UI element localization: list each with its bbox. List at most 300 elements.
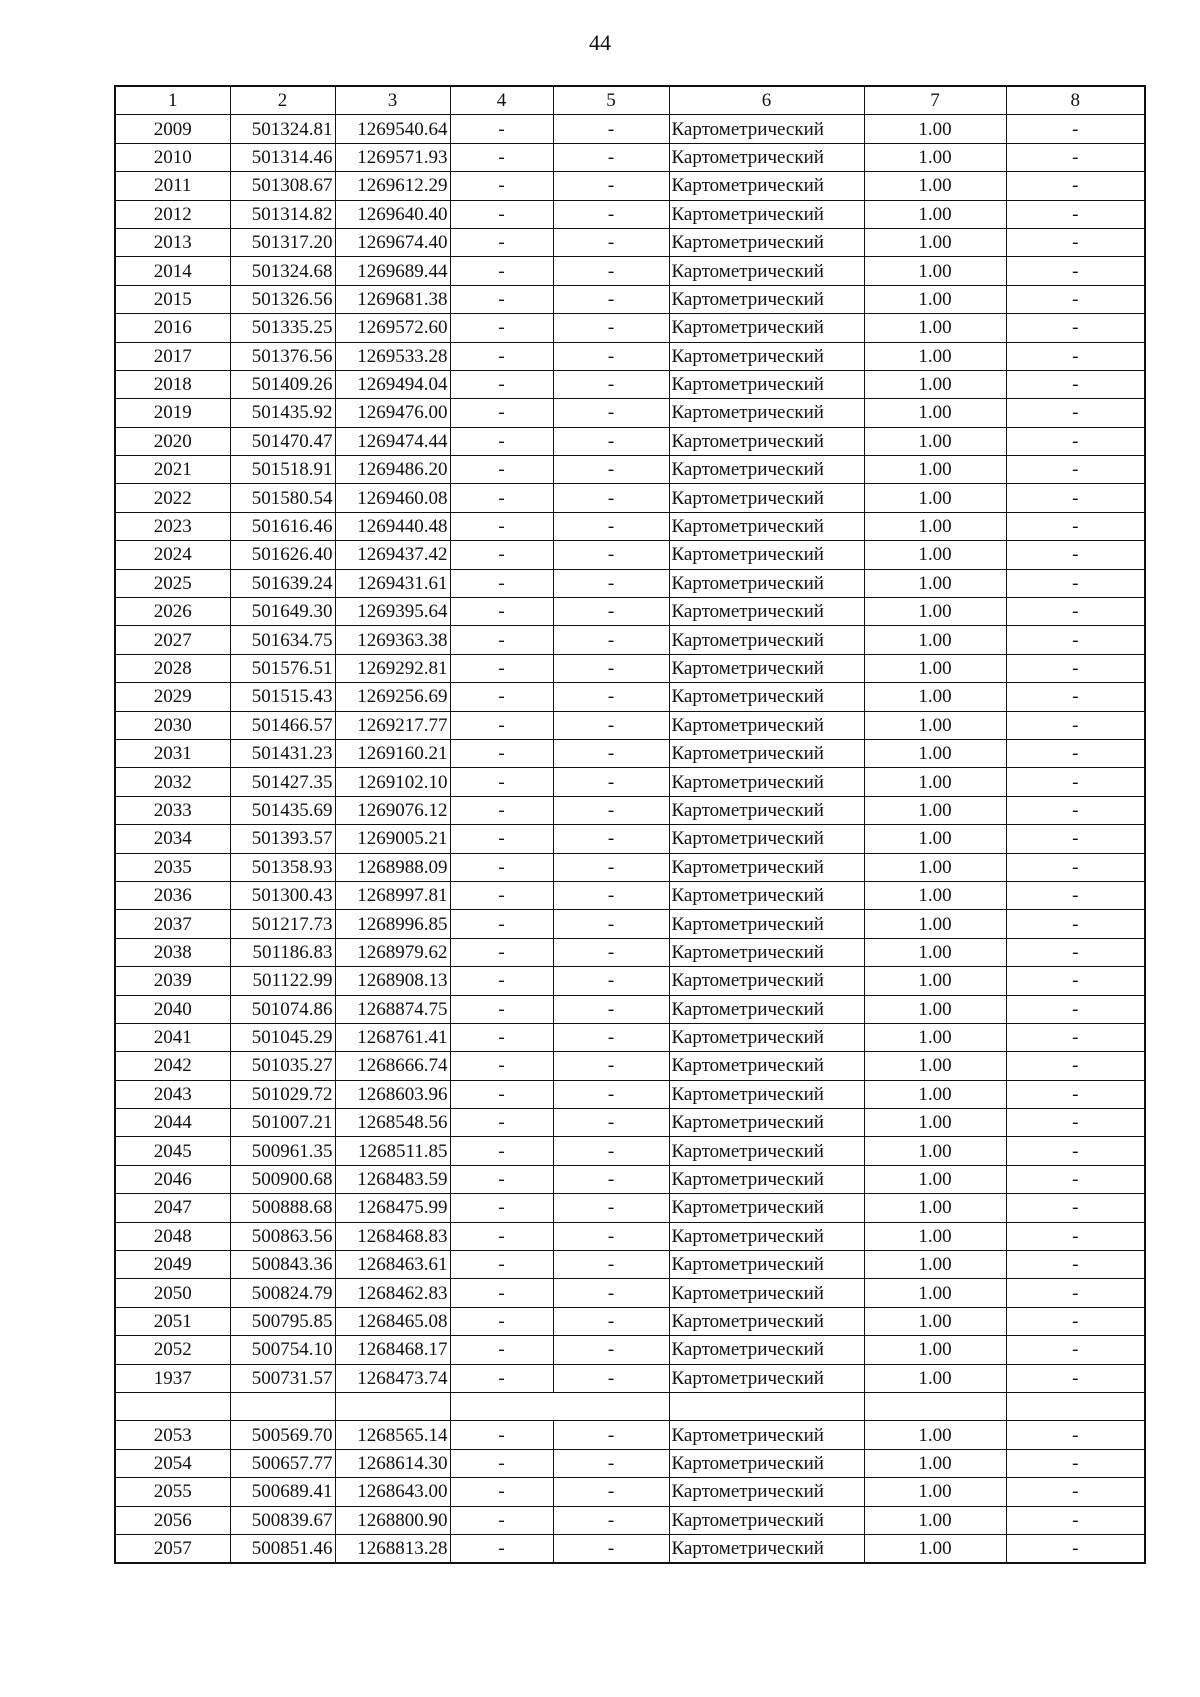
accuracy-cell: 1.00: [864, 938, 1006, 966]
accuracy-cell: 1.00: [864, 314, 1006, 342]
accuracy-cell: 1.00: [864, 1080, 1006, 1108]
column-5-cell: -: [553, 967, 669, 995]
table-row: [115, 143, 1145, 171]
table-row: [115, 739, 1145, 767]
point-number-cell: 2018: [115, 370, 230, 398]
method-cell: Картометрический: [669, 853, 864, 881]
column-5-cell: -: [553, 654, 669, 682]
y-coordinate-cell: 1268800.90: [335, 1506, 450, 1534]
table-row: [115, 427, 1145, 455]
empty-cell: [669, 1392, 864, 1420]
point-number-cell: 2013: [115, 228, 230, 256]
y-coordinate-cell: 1268468.83: [335, 1222, 450, 1250]
column-5-cell: -: [553, 938, 669, 966]
empty-cell: [450, 1392, 553, 1420]
method-cell: Картометрический: [669, 1023, 864, 1051]
column-8-cell: -: [1006, 399, 1145, 427]
point-number-cell: 2042: [115, 1052, 230, 1080]
accuracy-cell: 1.00: [864, 143, 1006, 171]
point-number-cell: 2033: [115, 796, 230, 824]
column-8-cell: -: [1006, 257, 1145, 285]
x-coordinate-cell: 501335.25: [230, 314, 335, 342]
table-row: [115, 1279, 1145, 1307]
header-row: [115, 86, 1145, 115]
table-row: [115, 1364, 1145, 1392]
column-4-cell: -: [450, 853, 553, 881]
column-5-cell: -: [553, 881, 669, 909]
column-5-cell: -: [553, 342, 669, 370]
accuracy-cell: 1.00: [864, 796, 1006, 824]
x-coordinate-cell: 501580.54: [230, 484, 335, 512]
column-5-cell: -: [553, 1279, 669, 1307]
method-cell: Картометрический: [669, 115, 864, 143]
method-cell: Картометрический: [669, 1421, 864, 1449]
method-cell: Картометрический: [669, 995, 864, 1023]
x-coordinate-cell: 501376.56: [230, 342, 335, 370]
column-4-cell: -: [450, 626, 553, 654]
column-8-cell: -: [1006, 711, 1145, 739]
column-8-cell: -: [1006, 910, 1145, 938]
column-4-cell: -: [450, 1336, 553, 1364]
x-coordinate-cell: 501518.91: [230, 456, 335, 484]
point-number-cell: 2021: [115, 456, 230, 484]
method-cell: Картометрический: [669, 228, 864, 256]
column-4-cell: -: [450, 1080, 553, 1108]
point-number-cell: 2032: [115, 768, 230, 796]
table-row: [115, 853, 1145, 881]
point-number-cell: 2050: [115, 1279, 230, 1307]
accuracy-cell: 1.00: [864, 853, 1006, 881]
point-number-cell: 2025: [115, 569, 230, 597]
point-number-cell: 2057: [115, 1534, 230, 1563]
y-coordinate-cell: 1269494.04: [335, 370, 450, 398]
column-header: 5: [553, 86, 669, 115]
table-row: [115, 1449, 1145, 1477]
column-4-cell: -: [450, 768, 553, 796]
x-coordinate-cell: 501409.26: [230, 370, 335, 398]
method-cell: Картометрический: [669, 1251, 864, 1279]
y-coordinate-cell: 1269005.21: [335, 825, 450, 853]
accuracy-cell: 1.00: [864, 768, 1006, 796]
column-4-cell: -: [450, 314, 553, 342]
table-row: [115, 1137, 1145, 1165]
column-8-cell: -: [1006, 512, 1145, 540]
y-coordinate-cell: 1269395.64: [335, 598, 450, 626]
page-number: 44: [589, 30, 611, 55]
column-4-cell: -: [450, 456, 553, 484]
accuracy-cell: 1.00: [864, 1307, 1006, 1335]
y-coordinate-cell: 1268874.75: [335, 995, 450, 1023]
column-5-cell: -: [553, 1109, 669, 1137]
method-cell: Картометрический: [669, 825, 864, 853]
table-row: [115, 1165, 1145, 1193]
column-8-cell: -: [1006, 1336, 1145, 1364]
y-coordinate-cell: 1269437.42: [335, 541, 450, 569]
y-coordinate-cell: 1269076.12: [335, 796, 450, 824]
x-coordinate-cell: 501317.20: [230, 228, 335, 256]
point-number-cell: 2049: [115, 1251, 230, 1279]
column-5-cell: -: [553, 1251, 669, 1279]
column-5-cell: -: [553, 370, 669, 398]
column-4-cell: -: [450, 1023, 553, 1051]
x-coordinate-cell: 501045.29: [230, 1023, 335, 1051]
column-5-cell: -: [553, 314, 669, 342]
y-coordinate-cell: 1269486.20: [335, 456, 450, 484]
method-cell: Картометрический: [669, 739, 864, 767]
y-coordinate-cell: 1269571.93: [335, 143, 450, 171]
point-number-cell: 2037: [115, 910, 230, 938]
accuracy-cell: 1.00: [864, 626, 1006, 654]
y-coordinate-cell: 1268979.62: [335, 938, 450, 966]
column-8-cell: -: [1006, 768, 1145, 796]
column-4-cell: -: [450, 1534, 553, 1563]
table-row: [115, 598, 1145, 626]
point-number-cell: 2041: [115, 1023, 230, 1051]
column-5-cell: -: [553, 598, 669, 626]
x-coordinate-cell: 501217.73: [230, 910, 335, 938]
column-5-cell: -: [553, 399, 669, 427]
method-cell: Картометрический: [669, 1449, 864, 1477]
table-row: [115, 938, 1145, 966]
point-number-cell: 2009: [115, 115, 230, 143]
x-coordinate-cell: 501314.82: [230, 200, 335, 228]
table-row: [115, 342, 1145, 370]
table-row: [115, 683, 1145, 711]
column-5-cell: -: [553, 1080, 669, 1108]
column-8-cell: -: [1006, 796, 1145, 824]
column-4-cell: -: [450, 739, 553, 767]
accuracy-cell: 1.00: [864, 995, 1006, 1023]
accuracy-cell: 1.00: [864, 512, 1006, 540]
accuracy-cell: 1.00: [864, 370, 1006, 398]
column-5-cell: -: [553, 1137, 669, 1165]
empty-cell: [230, 1392, 335, 1420]
accuracy-cell: 1.00: [864, 825, 1006, 853]
column-4-cell: -: [450, 938, 553, 966]
point-number-cell: 2055: [115, 1478, 230, 1506]
column-8-cell: -: [1006, 1052, 1145, 1080]
point-number-cell: 2051: [115, 1307, 230, 1335]
column-5-cell: -: [553, 853, 669, 881]
empty-cell: [115, 1392, 230, 1420]
table-row: [115, 200, 1145, 228]
column-5-cell: -: [553, 541, 669, 569]
column-4-cell: -: [450, 541, 553, 569]
y-coordinate-cell: 1268643.00: [335, 1478, 450, 1506]
point-number-cell: 2029: [115, 683, 230, 711]
accuracy-cell: 1.00: [864, 1506, 1006, 1534]
point-number-cell: 2048: [115, 1222, 230, 1250]
table-row: [115, 825, 1145, 853]
x-coordinate-cell: 501314.46: [230, 143, 335, 171]
point-number-cell: 2017: [115, 342, 230, 370]
x-coordinate-cell: 501626.40: [230, 541, 335, 569]
y-coordinate-cell: 1268813.28: [335, 1534, 450, 1563]
method-cell: Картометрический: [669, 1478, 864, 1506]
method-cell: Картометрический: [669, 598, 864, 626]
column-5-cell: -: [553, 739, 669, 767]
method-cell: Картометрический: [669, 257, 864, 285]
point-number-cell: 2012: [115, 200, 230, 228]
x-coordinate-cell: 500863.56: [230, 1222, 335, 1250]
column-5-cell: -: [553, 1307, 669, 1335]
accuracy-cell: 1.00: [864, 427, 1006, 455]
x-coordinate-cell: 500754.10: [230, 1336, 335, 1364]
column-5-cell: -: [553, 796, 669, 824]
column-8-cell: -: [1006, 1506, 1145, 1534]
method-cell: Картометрический: [669, 427, 864, 455]
x-coordinate-cell: 501435.69: [230, 796, 335, 824]
accuracy-cell: 1.00: [864, 1052, 1006, 1080]
coordinates-table: [114, 85, 1146, 1564]
point-number-cell: 2056: [115, 1506, 230, 1534]
method-cell: Картометрический: [669, 768, 864, 796]
method-cell: Картометрический: [669, 314, 864, 342]
table-row: [115, 654, 1145, 682]
point-number-cell: 2044: [115, 1109, 230, 1137]
table-row: [115, 115, 1145, 143]
y-coordinate-cell: 1268996.85: [335, 910, 450, 938]
point-number-cell: 2054: [115, 1449, 230, 1477]
column-8-cell: -: [1006, 115, 1145, 143]
column-4-cell: -: [450, 115, 553, 143]
column-8-cell: -: [1006, 995, 1145, 1023]
column-5-cell: -: [553, 484, 669, 512]
table-row: [115, 768, 1145, 796]
column-4-cell: -: [450, 1478, 553, 1506]
accuracy-cell: 1.00: [864, 654, 1006, 682]
column-8-cell: -: [1006, 1251, 1145, 1279]
point-number-cell: 2035: [115, 853, 230, 881]
x-coordinate-cell: 501470.47: [230, 427, 335, 455]
method-cell: Картометрический: [669, 512, 864, 540]
y-coordinate-cell: 1268761.41: [335, 1023, 450, 1051]
column-4-cell: -: [450, 1364, 553, 1392]
accuracy-cell: 1.00: [864, 1222, 1006, 1250]
x-coordinate-cell: 501308.67: [230, 172, 335, 200]
column-8-cell: -: [1006, 1421, 1145, 1449]
x-coordinate-cell: 501324.81: [230, 115, 335, 143]
accuracy-cell: 1.00: [864, 541, 1006, 569]
accuracy-cell: 1.00: [864, 569, 1006, 597]
accuracy-cell: 1.00: [864, 456, 1006, 484]
point-number-cell: 2019: [115, 399, 230, 427]
accuracy-cell: 1.00: [864, 1023, 1006, 1051]
method-cell: Картометрический: [669, 1336, 864, 1364]
table-row: [115, 484, 1145, 512]
column-8-cell: -: [1006, 1194, 1145, 1222]
point-number-cell: 2030: [115, 711, 230, 739]
accuracy-cell: 1.00: [864, 598, 1006, 626]
point-number-cell: 2020: [115, 427, 230, 455]
column-5-cell: -: [553, 512, 669, 540]
column-4-cell: -: [450, 172, 553, 200]
column-4-cell: -: [450, 1052, 553, 1080]
table-row: [115, 967, 1145, 995]
table-row: [115, 1194, 1145, 1222]
y-coordinate-cell: 1269363.38: [335, 626, 450, 654]
column-5-cell: -: [553, 1534, 669, 1563]
accuracy-cell: 1.00: [864, 1421, 1006, 1449]
x-coordinate-cell: 501326.56: [230, 285, 335, 313]
column-header: 2: [230, 86, 335, 115]
empty-cell: [335, 1392, 450, 1420]
table-row: [115, 1534, 1145, 1563]
table-row: [115, 881, 1145, 909]
column-4-cell: -: [450, 910, 553, 938]
column-5-cell: -: [553, 143, 669, 171]
accuracy-cell: 1.00: [864, 881, 1006, 909]
column-8-cell: -: [1006, 1080, 1145, 1108]
accuracy-cell: 1.00: [864, 342, 1006, 370]
method-cell: Картометрический: [669, 683, 864, 711]
blank-row: [115, 1392, 1145, 1420]
column-8-cell: -: [1006, 881, 1145, 909]
y-coordinate-cell: 1268614.30: [335, 1449, 450, 1477]
accuracy-cell: 1.00: [864, 1251, 1006, 1279]
accuracy-cell: 1.00: [864, 257, 1006, 285]
method-cell: Картометрический: [669, 1052, 864, 1080]
column-5-cell: -: [553, 427, 669, 455]
column-4-cell: -: [450, 1222, 553, 1250]
column-5-cell: -: [553, 569, 669, 597]
table-row: [115, 1307, 1145, 1335]
column-4-cell: -: [450, 427, 553, 455]
column-8-cell: -: [1006, 228, 1145, 256]
y-coordinate-cell: 1269292.81: [335, 654, 450, 682]
table-row: [115, 1421, 1145, 1449]
point-number-cell: 2053: [115, 1421, 230, 1449]
column-8-cell: -: [1006, 1307, 1145, 1335]
accuracy-cell: 1.00: [864, 739, 1006, 767]
column-8-cell: -: [1006, 569, 1145, 597]
x-coordinate-cell: 500851.46: [230, 1534, 335, 1563]
y-coordinate-cell: 1269102.10: [335, 768, 450, 796]
x-coordinate-cell: 501639.24: [230, 569, 335, 597]
column-8-cell: -: [1006, 654, 1145, 682]
column-4-cell: -: [450, 285, 553, 313]
column-5-cell: -: [553, 1222, 669, 1250]
column-header: 8: [1006, 86, 1145, 115]
column-8-cell: -: [1006, 1279, 1145, 1307]
column-4-cell: -: [450, 484, 553, 512]
column-5-cell: -: [553, 995, 669, 1023]
column-8-cell: -: [1006, 1109, 1145, 1137]
y-coordinate-cell: 1268473.74: [335, 1364, 450, 1392]
accuracy-cell: 1.00: [864, 1449, 1006, 1477]
y-coordinate-cell: 1269540.64: [335, 115, 450, 143]
table-row: [115, 172, 1145, 200]
column-4-cell: -: [450, 200, 553, 228]
column-8-cell: -: [1006, 285, 1145, 313]
accuracy-cell: 1.00: [864, 1194, 1006, 1222]
method-cell: Картометрический: [669, 172, 864, 200]
point-number-cell: 2022: [115, 484, 230, 512]
column-4-cell: -: [450, 1279, 553, 1307]
y-coordinate-cell: 1268603.96: [335, 1080, 450, 1108]
column-8-cell: -: [1006, 427, 1145, 455]
accuracy-cell: 1.00: [864, 200, 1006, 228]
y-coordinate-cell: 1269689.44: [335, 257, 450, 285]
column-4-cell: -: [450, 399, 553, 427]
column-5-cell: -: [553, 200, 669, 228]
column-5-cell: -: [553, 456, 669, 484]
column-5-cell: -: [553, 115, 669, 143]
x-coordinate-cell: 501074.86: [230, 995, 335, 1023]
point-number-cell: 2016: [115, 314, 230, 342]
column-4-cell: -: [450, 143, 553, 171]
point-number-cell: 2047: [115, 1194, 230, 1222]
column-header: 4: [450, 86, 553, 115]
accuracy-cell: 1.00: [864, 1478, 1006, 1506]
accuracy-cell: 1.00: [864, 967, 1006, 995]
table-row: [115, 1109, 1145, 1137]
empty-cell: [1006, 1392, 1145, 1420]
method-cell: Картометрический: [669, 1279, 864, 1307]
x-coordinate-cell: 500900.68: [230, 1165, 335, 1193]
column-4-cell: -: [450, 711, 553, 739]
column-8-cell: -: [1006, 200, 1145, 228]
column-4-cell: -: [450, 257, 553, 285]
point-number-cell: 2014: [115, 257, 230, 285]
x-coordinate-cell: 501186.83: [230, 938, 335, 966]
table-row: [115, 569, 1145, 597]
x-coordinate-cell: 500843.36: [230, 1251, 335, 1279]
column-4-cell: -: [450, 825, 553, 853]
y-coordinate-cell: 1268468.17: [335, 1336, 450, 1364]
y-coordinate-cell: 1268465.08: [335, 1307, 450, 1335]
point-number-cell: 1937: [115, 1364, 230, 1392]
column-header: 1: [115, 86, 230, 115]
point-number-cell: 2043: [115, 1080, 230, 1108]
y-coordinate-cell: 1268463.61: [335, 1251, 450, 1279]
column-4-cell: -: [450, 1506, 553, 1534]
method-cell: Картометрический: [669, 1165, 864, 1193]
column-5-cell: -: [553, 711, 669, 739]
column-5-cell: -: [553, 1364, 669, 1392]
column-4-cell: -: [450, 1307, 553, 1335]
x-coordinate-cell: 501576.51: [230, 654, 335, 682]
table-row: [115, 1052, 1145, 1080]
x-coordinate-cell: 501300.43: [230, 881, 335, 909]
y-coordinate-cell: 1269217.77: [335, 711, 450, 739]
column-5-cell: -: [553, 1023, 669, 1051]
accuracy-cell: 1.00: [864, 1364, 1006, 1392]
column-5-cell: -: [553, 228, 669, 256]
table-row: [115, 1251, 1145, 1279]
method-cell: Картометрический: [669, 1137, 864, 1165]
y-coordinate-cell: 1269160.21: [335, 739, 450, 767]
column-8-cell: -: [1006, 1449, 1145, 1477]
column-5-cell: -: [553, 1449, 669, 1477]
column-8-cell: -: [1006, 1137, 1145, 1165]
method-cell: Картометрический: [669, 1222, 864, 1250]
y-coordinate-cell: 1268565.14: [335, 1421, 450, 1449]
column-5-cell: -: [553, 1336, 669, 1364]
accuracy-cell: 1.00: [864, 711, 1006, 739]
column-5-cell: -: [553, 626, 669, 654]
column-4-cell: -: [450, 995, 553, 1023]
table-row: [115, 257, 1145, 285]
x-coordinate-cell: 501393.57: [230, 825, 335, 853]
column-8-cell: -: [1006, 1222, 1145, 1250]
x-coordinate-cell: 500888.68: [230, 1194, 335, 1222]
x-coordinate-cell: 501616.46: [230, 512, 335, 540]
accuracy-cell: 1.00: [864, 1137, 1006, 1165]
table-row: [115, 285, 1145, 313]
column-5-cell: -: [553, 683, 669, 711]
y-coordinate-cell: 1269533.28: [335, 342, 450, 370]
